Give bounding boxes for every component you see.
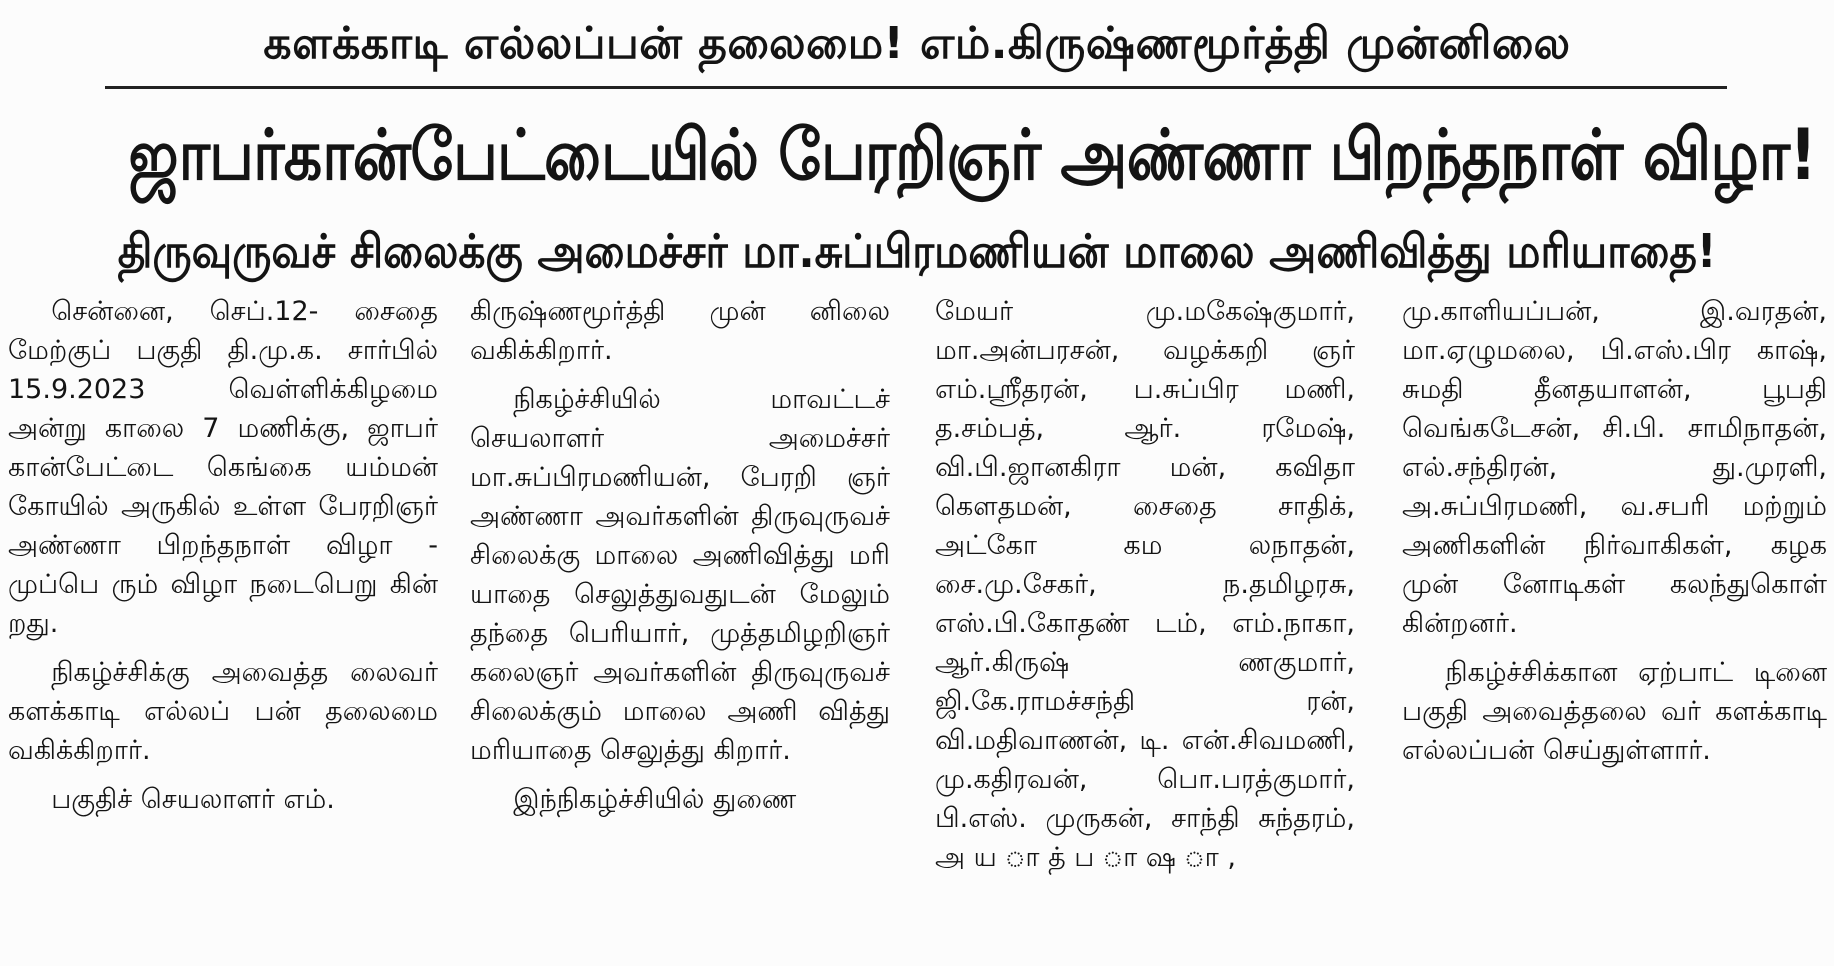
headline-divider [105,86,1727,89]
paragraph: மேயர் மு.மகேஷ்குமார், மா.அன்பரசன், வழக்கறி ஞர் எம்.ஸ்ரீதரன், ப.சுப்பிர மணி, த.சம்பத், ஆர். ரமேஷ், வி.பி.ஜானகிரா மன், கவிதா கௌதமன், சைதை சாதிக், அட்கோ கம லநாதன், சை.மு.சேகர், ந.தமிழரசு, எஸ்.பி.கோதண் டம், எம்.நாகா, ஆர்.கிருஷ் ணகுமார், ஜி.கே.ராமச்சந்தி ரன், வி.மதிவாணன், டி. என்.சிவமணி, மு.கதிரவன், பொ.பரத்குமார், பி.எஸ். முருகன், சாந்தி சுந்தரம், அ ய ா த் ப ா ஷ ா , [935,296,1355,873]
article-column-4 [1402,292,1827,966]
paragraph: பகுதிச் செயலாளர் எம். [51,784,335,815]
paragraph: நிகழ்ச்சியில் மாவட்டச் செயலாளர் அமைச்சர் மா.சுப்பிரமணியன், பேரறி ஞர் அண்ணா அவர்களின் திருவுருவச் சிலைக்கு மாலை அணிவித்து மரி யாதை செலுத்துவதுடன் மேலும் தந்தை பெரியார், முத்தமிழறிஞர் கலைஞர் அவர்களின் திருவுருவச் சிலைக்கும் மாலை அணி வித்து மரியாதை செலுத்து கிறார். [470,384,890,766]
paragraph: நிகழ்ச்சிக்கான ஏற்பாட் டினை பகுதி அவைத்தலை வர் களக்காடி எல்லப்பன் செய்துள்ளார். [1402,657,1827,766]
sub-headline: திருவுருவச் சிலைக்கு அமைச்சர் மா.சுப்பிரமணியன் மாலை அணிவித்து மரியாதை! [117,224,1717,278]
paragraph: மு.காளியப்பன், இ.வரதன், மா.ஏழுமலை, பி.எஸ்.பிர காஷ், சுமதி தீனதயாளன், பூபதி வெங்கடேசன், சி.பி. சாமிநாதன், எல்.சந்திரன், து.முரளி, அ.சுப்பிரமணி, வ.சபரி மற்றும் அணிகளின் நிர்வாகிகள், கழக முன் னோடிகள் கலந்துகொள் கின்றனர். [1402,296,1827,639]
article-column-1 [8,292,438,966]
paragraph: சென்னை, செப்.12- சைதை மேற்குப் பகுதி தி.மு.க. சார்பில் 15.9.2023 வெள்ளிக்கிழமை அன்று காலை 7 மணிக்கு, ஜாபர் கான்பேட்டை கெங்கை யம்மன் கோயில் அருகில் உள்ள பேரறிஞர் அண்ணா பிறந்தநாள் விழா - முப்பெ ரும் விழா நடைபெறு கின் றது. [8,296,438,639]
article-column-2 [470,292,890,966]
article-column-3 [935,292,1355,966]
paragraph: நிகழ்ச்சிக்கு அவைத்த லைவர் களக்காடி எல்லப் பன் தலைமை வகிக்கிறார். [8,657,438,766]
kicker-headline: களக்காடி எல்லப்பன் தலைமை! எம்.கிருஷ்ணமூர்த்தி முன்னிலை [263,18,1571,69]
paragraph: கிருஷ்ணமூர்த்தி முன் னிலை வகிக்கிறார். [470,296,890,366]
paragraph: இந்நிகழ்ச்சியில் துணை [513,784,797,815]
main-headline: ஜாபர்கான்பேட்டையில் பேரறிஞர் அண்ணா பிறந்தநாள் விழா! [128,114,1816,196]
